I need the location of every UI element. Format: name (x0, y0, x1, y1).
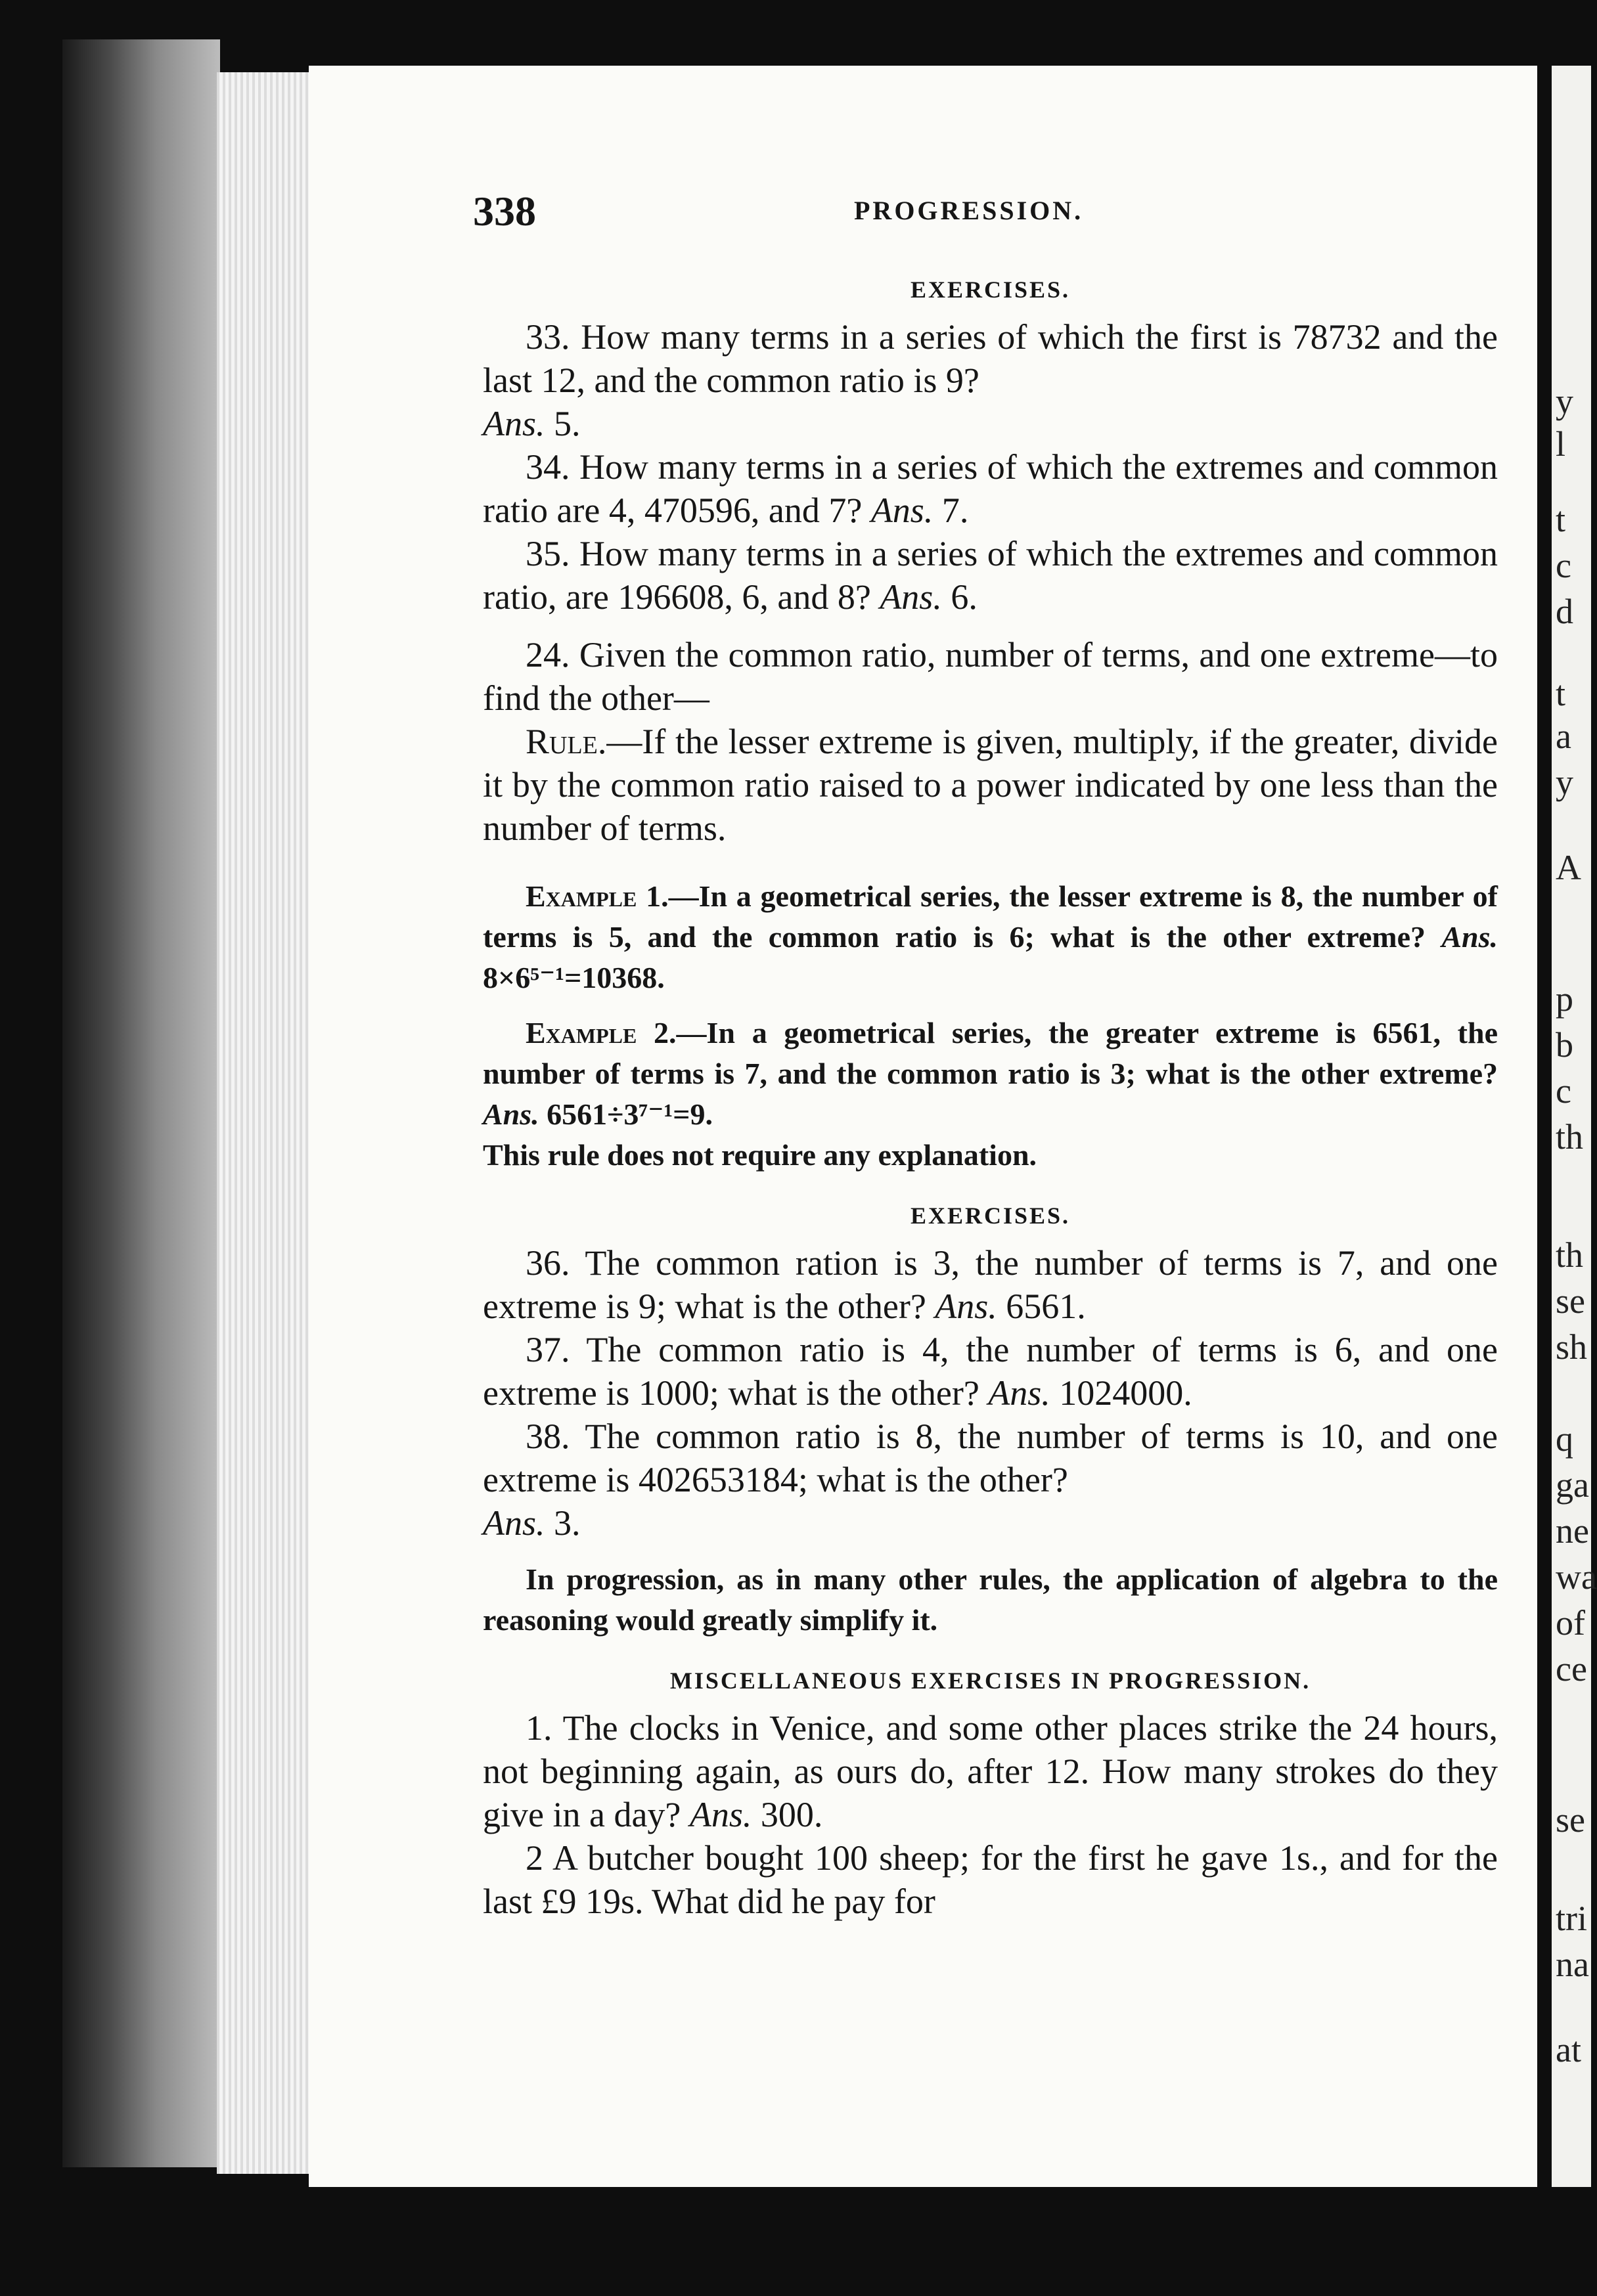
facing-fragment: se (1556, 1281, 1585, 1321)
exercise-36 (483, 1241, 1498, 1328)
exercise-text: 35. How many terms in a series of which the extremes and common ratio, are 196608, 6, and 8? (483, 534, 1498, 617)
running-head: PROGRESSION. (854, 196, 1084, 225)
rule-text: —If the lesser extreme is given, multiply, if the greater, divide it by the common ratio raised to a power indicated by one less than the number of terms. (483, 722, 1498, 848)
exercise-37 (483, 1328, 1498, 1415)
example-label: Example 2. (526, 1016, 677, 1049)
section-heading-exercises: EXERCISES. (910, 1203, 1071, 1229)
exercise-text: 38. The common ratio is 8, the number of terms is 10, and one extreme is 402653184; what is the other? (483, 1417, 1498, 1499)
facing-fragment: ne (1556, 1511, 1589, 1551)
answer-value: 7. (941, 491, 969, 530)
facing-fragment: sh (1556, 1327, 1588, 1367)
facing-fragment: t (1556, 500, 1566, 539)
rule-label: Rule. (526, 722, 607, 761)
facing-fragment: y (1556, 762, 1573, 802)
algebra-note: In progression, as in many other rules, the application of algebra to the reasoning would greatly simplify it. (483, 1562, 1498, 1637)
answer-label: Ans. (483, 1503, 545, 1543)
page-edges (217, 72, 322, 2174)
facing-fragment: ce (1556, 1649, 1587, 1689)
exercise-text: 34. How many terms in a series of which the extremes and common ratio are 4, 470596, and 7? (483, 447, 1498, 530)
facing-fragment: c (1556, 546, 1571, 585)
explanation-note: This rule does not require any explanation. (483, 1138, 1037, 1172)
answer-label: Ans. (870, 491, 933, 530)
misc-exercise-1 (483, 1706, 1498, 1836)
answer-value: 300. (760, 1795, 823, 1834)
example-text: —In a geometrical series, the lesser extreme is 8, the number of terms is 5, and the common ratio is 6; what is the other extreme? (483, 879, 1498, 954)
facing-fragment: d (1556, 592, 1573, 631)
facing-fragment: l (1556, 424, 1566, 464)
answer-value: 5. (554, 404, 581, 443)
page-body (483, 276, 1498, 1923)
exercise-text: 33. How many terms in a series of which the first is 78732 and the last 12, and the common ratio is 9? (483, 317, 1498, 400)
facing-fragment: b (1556, 1025, 1573, 1065)
exercise-34 (483, 445, 1498, 532)
facing-fragment: y (1556, 382, 1573, 421)
answer-value: 3. (554, 1503, 581, 1543)
section-heading-miscellaneous: MISCELLANEOUS EXERCISES IN PROGRESSION. (669, 1667, 1311, 1694)
page-number: 338 (473, 188, 536, 234)
answer-label: Ans. (1441, 920, 1498, 954)
facing-fragment: th (1556, 1235, 1584, 1275)
exercise-text: 37. The common ratio is 4, the number of terms is 6, and one extreme is 1000; what is the other? (483, 1330, 1498, 1413)
facing-page (1552, 66, 1597, 2187)
example-text: —In a geometrical series, the greater extreme is 6561, the number of terms is 7, and the common ratio is 3; what is the other extreme? (483, 1016, 1498, 1090)
facing-fragment: A (1556, 848, 1581, 887)
answer-label: Ans. (483, 1097, 539, 1131)
facing-fragment: na (1556, 1945, 1589, 1984)
facing-fragment: q (1556, 1419, 1573, 1459)
misc-exercise-2: 2 A butcher bought 100 sheep; for the first he gave 1s., and for the last £9 19s. What did he pay for (483, 1838, 1498, 1921)
book-edge-shadow (62, 39, 220, 2167)
answer-label: Ans. (935, 1287, 997, 1326)
example-2 (483, 1013, 1498, 1135)
facing-fragment: wa (1556, 1557, 1597, 1597)
answer-value: 6. (951, 577, 978, 617)
exercise-text: 1. The clocks in Venice, and some other places strike the 24 hours, not beginning again, as ours do, after 12. How many strokes do they give in a day? (483, 1708, 1498, 1834)
rule (483, 720, 1498, 850)
facing-fragment: p (1556, 979, 1573, 1019)
exercise-text: 36. The common ration is 3, the number of terms is 7, and one extreme is 9; what is the other? (483, 1243, 1498, 1326)
exercise-38 (483, 1415, 1498, 1545)
facing-fragment: at (1556, 2030, 1581, 2069)
page-header (473, 187, 1488, 240)
facing-fragment: th (1556, 1117, 1584, 1157)
answer-value: 6561÷3⁷⁻¹=9. (547, 1097, 713, 1131)
answer-value: 8×6⁵⁻¹=10368. (483, 961, 665, 994)
exercise-35 (483, 532, 1498, 619)
example-label: Example 1. (526, 879, 669, 913)
answer-value: 6561. (1006, 1287, 1086, 1326)
example-1 (483, 876, 1498, 998)
section-heading-exercises: EXERCISES. (910, 276, 1071, 303)
facing-fragment: se (1556, 1800, 1585, 1840)
answer-value: 1024000. (1059, 1373, 1192, 1413)
answer-label: Ans. (880, 577, 942, 617)
facing-fragment: t (1556, 674, 1566, 713)
answer-label: Ans. (988, 1373, 1050, 1413)
facing-fragment: of (1556, 1603, 1585, 1643)
facing-fragment: ga (1556, 1465, 1589, 1505)
facing-fragment: tri (1556, 1899, 1587, 1938)
exercise-33 (483, 315, 1498, 445)
facing-fragment: c (1556, 1071, 1571, 1111)
facing-fragment: a (1556, 717, 1571, 756)
answer-label: Ans. (483, 404, 545, 443)
answer-label: Ans. (689, 1795, 752, 1834)
article-24: 24. Given the common ratio, number of terms, and one extreme—to find the other— (483, 635, 1498, 718)
